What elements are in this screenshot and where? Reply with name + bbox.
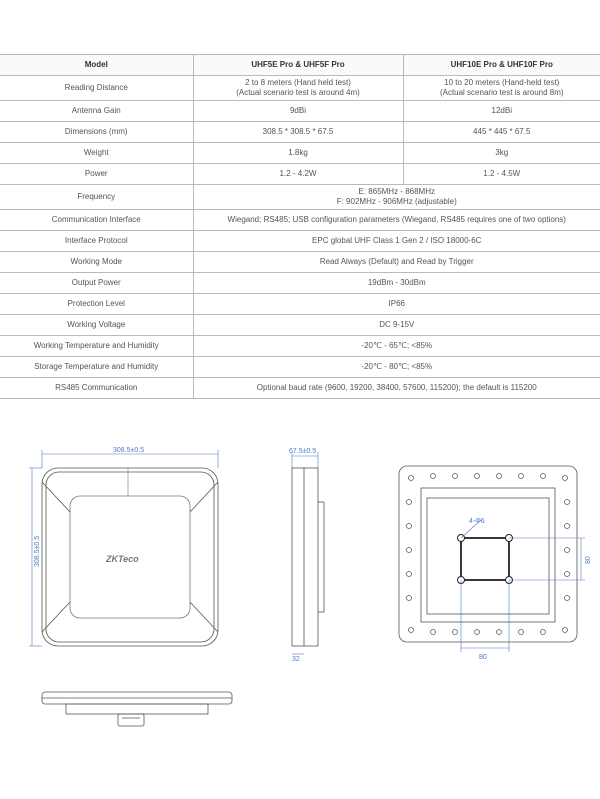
- cell-merged: -20℃ - 80℃; <85%: [193, 357, 600, 378]
- header-model: Model: [0, 55, 193, 76]
- side-bottom-dim: 32: [292, 656, 300, 662]
- cell-merged: EPC global UHF Class 1 Gen 2 / ISO 18000-6C: [193, 231, 600, 252]
- front-width-dim: 308.5±0.5: [113, 447, 145, 454]
- row-label: RS485 Communication: [0, 378, 193, 399]
- table-row: [0, 101, 600, 122]
- row-label: Working Temperature and Humidity: [0, 336, 193, 357]
- cell-uhf5: 308.5 * 308.5 * 67.5: [193, 122, 403, 143]
- cell-merged: DC 9-15V: [193, 315, 600, 336]
- cell-uhf10: 445 * 445 * 67.5: [403, 122, 600, 143]
- back-spacing-v-dim: 80: [585, 556, 592, 564]
- row-label: Working Voltage: [0, 315, 193, 336]
- row-label: Interface Protocol: [0, 231, 193, 252]
- table-row: [0, 122, 600, 143]
- table-row: [0, 252, 600, 273]
- row-label: Output Power: [0, 273, 193, 294]
- row-label: Frequency: [0, 185, 193, 210]
- back-hole-dim: 4-Φ6: [469, 518, 485, 525]
- cell-merged: Optional baud rate (9600, 19200, 38400, 57600, 115200); the default is 115200: [193, 378, 600, 399]
- table-row: [0, 76, 600, 101]
- cell-uhf10: 12dBi: [403, 101, 600, 122]
- header-uhf10: UHF10E Pro & UHF10F Pro: [403, 55, 600, 76]
- cell-merged: E: 865MHz - 868MHz F: 902MHz - 906MHz (adjustable): [193, 185, 600, 210]
- cell-uhf5: 9dBi: [193, 101, 403, 122]
- row-label: Communication Interface: [0, 210, 193, 231]
- table-row: [0, 164, 600, 185]
- row-label: Power: [0, 164, 193, 185]
- row-label: Working Mode: [0, 252, 193, 273]
- table-row: [0, 143, 600, 164]
- cell-uhf5: 1.2 - 4.2W: [193, 164, 403, 185]
- back-spacing-h-dim: 80: [479, 654, 487, 661]
- table-row: [0, 185, 600, 210]
- side-view-drawing: [282, 442, 332, 662]
- logo: ZKTeco: [106, 554, 139, 564]
- row-label: Weight: [0, 143, 193, 164]
- front-view-drawing: [28, 442, 228, 662]
- row-label: Storage Temperature and Humidity: [0, 357, 193, 378]
- table-row: [0, 378, 600, 399]
- cell-merged: Wiegand; RS485; USB configuration parameters (Wiegand, RS485 requires one of two options): [193, 210, 600, 231]
- row-label: Protection Level: [0, 294, 193, 315]
- spec-table: [0, 54, 600, 399]
- side-depth-dim: 67.5±0.5: [289, 448, 317, 455]
- table-row: [0, 315, 600, 336]
- cell-uhf5: 1.8kg: [193, 143, 403, 164]
- table-row: [0, 294, 600, 315]
- cell-merged: 19dBm - 30dBm: [193, 273, 600, 294]
- cell-uhf10: 1.2 - 4.5W: [403, 164, 600, 185]
- table-row: [0, 231, 600, 252]
- cell-uhf5: 2 to 8 meters (Hand held test) (Actual scenario test is around 4m): [193, 76, 403, 101]
- row-label: Reading Distance: [0, 76, 193, 101]
- row-label: Dimensions (mm): [0, 122, 193, 143]
- cell-merged: Read Always (Default) and Read by Trigger: [193, 252, 600, 273]
- cell-uhf10: 3kg: [403, 143, 600, 164]
- back-view-drawing: [393, 458, 593, 668]
- table-row: [0, 336, 600, 357]
- table-row: [0, 210, 600, 231]
- row-label: Antenna Gain: [0, 101, 193, 122]
- table-row: [0, 357, 600, 378]
- cell-merged: IP66: [193, 294, 600, 315]
- front-height-dim: 308.5±0.5: [34, 535, 41, 567]
- cell-merged: -20℃ - 65℃; <85%: [193, 336, 600, 357]
- table-row: [0, 273, 600, 294]
- header-uhf5: UHF5E Pro & UHF5F Pro: [193, 55, 403, 76]
- cell-uhf10: 10 to 20 meters (Hand-held test) (Actual scenario test is around 8m): [403, 76, 600, 101]
- bottom-view-drawing: [36, 686, 246, 736]
- table-header-row: [0, 55, 600, 76]
